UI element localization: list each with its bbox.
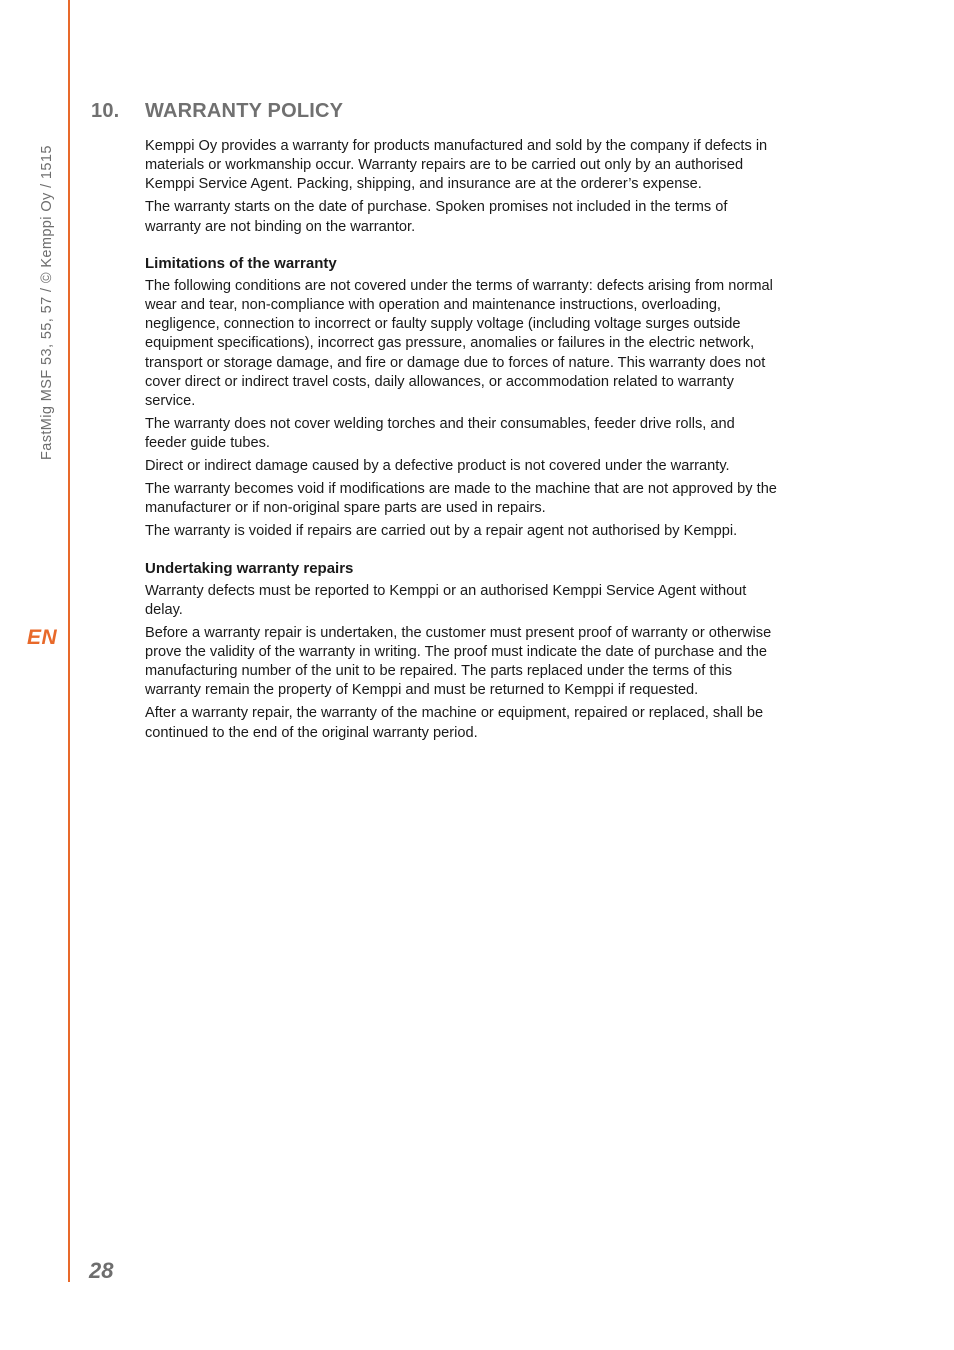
language-tag: EN bbox=[27, 626, 58, 649]
limitations-paragraph: The warranty becomes void if modifications are made to the machine that are not approved by the manufacturer or if non-original spare parts are used in repairs. bbox=[145, 481, 777, 517]
limitations-paragraph: The warranty does not cover welding torches and their consumables, feeder drive rolls, and feeder guide tubes. bbox=[145, 416, 735, 452]
limitations-paragraph: The following conditions are not covered under the terms of warranty: defects arising from normal wear and tear, non-compliance with operation and maintenance instructions, overloading, negligence, connection to incorrect or faulty supply voltage (including voltage surges outside equipment specifications), incorrect gas pressure, anomalies or failures in the electric network, transport or storage damage, and fire or damage due to forces of nature. This warranty does not cover direct or indirect travel costs, daily allowances, or accommodation related to warranty service. bbox=[145, 277, 773, 410]
intro-paragraph: Kemppi Oy provides a warranty for products manufactured and sold by the company if defects in materials or workmanship occur. Warranty repairs are to be carried out only by an authorised Kemppi Service Agent. Packing, shipping, and insurance are at the orderer’s expense. bbox=[145, 138, 768, 193]
limitations-paragraph: Direct or indirect damage caused by a defective product is not covered under the warranty. bbox=[145, 458, 730, 475]
section-title: WARRANTY POLICY bbox=[145, 100, 344, 122]
intro-paragraph: The warranty starts on the date of purchase. Spoken promises not included in the terms of warranty are not binding on the warrantor. bbox=[145, 199, 728, 235]
section-body bbox=[145, 137, 777, 747]
subsection-heading-repairs: Undertaking warranty repairs bbox=[145, 559, 354, 577]
repairs-paragraph: Warranty defects must be reported to Kemppi or an authorised Kemppi Service Agent without delay. bbox=[145, 582, 747, 618]
repairs-paragraph: After a warranty repair, the warranty of the machine or equipment, repaired or replaced, shall be continued to the end of the original warranty period. bbox=[145, 705, 764, 741]
margin-rule bbox=[68, 0, 70, 1282]
repairs-paragraph: Before a warranty repair is undertaken, the customer must present proof of warranty or otherwise prove the validity of the warranty in writing. The proof must indicate the date of purchase and the manufacturing number of the unit to be repaired. The parts replaced under the terms of this warranty remain the property of Kemppi and must be returned to Kemppi if requested. bbox=[145, 624, 772, 699]
running-title-text: FastMig MSF 53, 55, 57 / © Kemppi Oy / 1515 bbox=[39, 145, 55, 460]
subsection-heading-limitations: Limitations of the warranty bbox=[145, 254, 337, 272]
section-number: 10. bbox=[91, 100, 120, 122]
section-heading bbox=[91, 100, 343, 123]
page-number: 28 bbox=[89, 1258, 114, 1283]
limitations-paragraph: The warranty is voided if repairs are carried out by a repair agent not authorised by Kemppi. bbox=[145, 523, 738, 540]
